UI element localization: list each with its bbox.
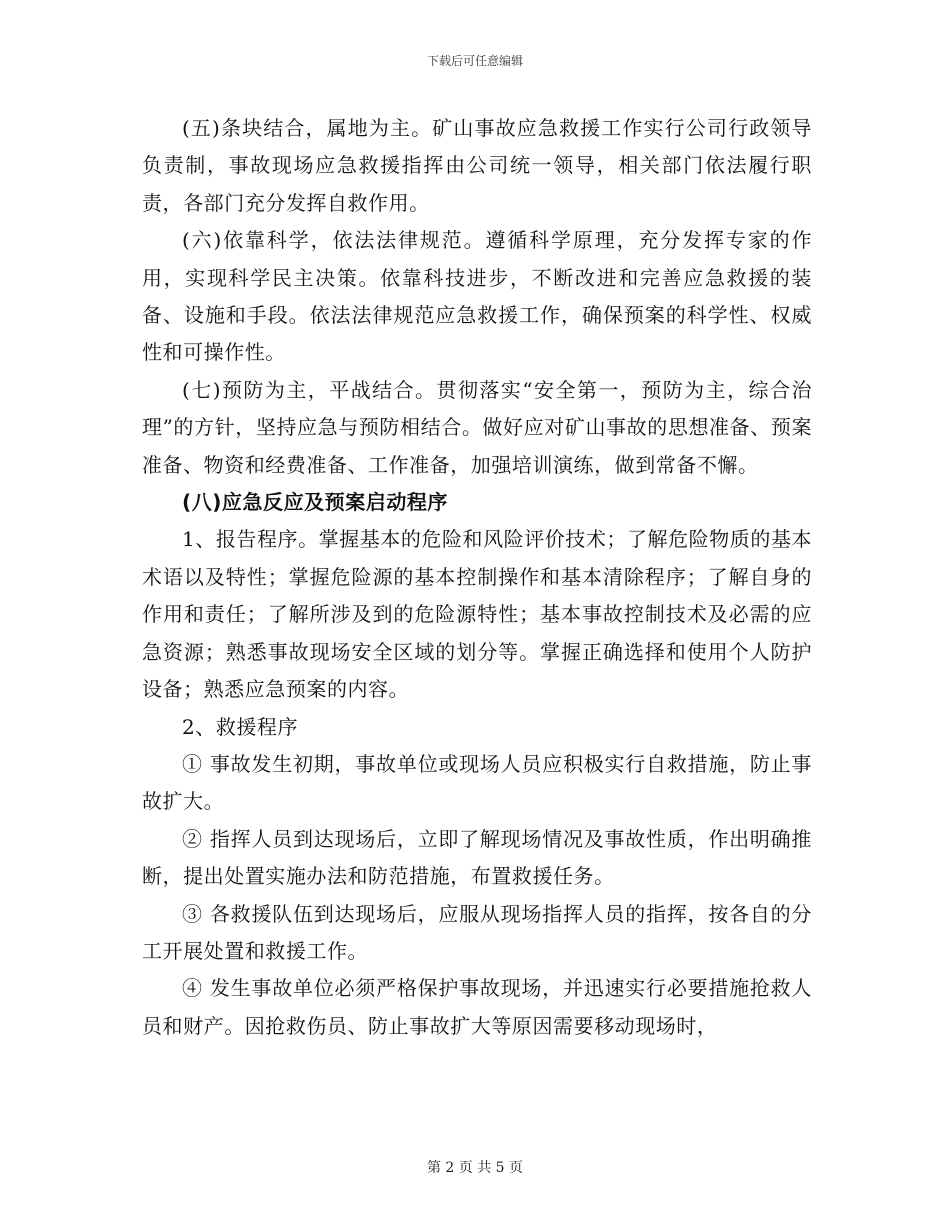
document-body	[142, 110, 812, 1045]
paragraph-principle-5: (五)条块结合，属地为主。矿山事故应急救援工作实行公司行政领导负责制，事故现场应急救援指挥由公司统一领导，相关部门依法履行职责，各部门充分发挥自救作用。	[142, 116, 812, 215]
paragraph-rescue-step-3: ③ 各救援队伍到达现场后，应服从现场指挥人员的指挥，按各自的分工开展处置和救援工作。	[142, 901, 812, 963]
section-heading-8: (八)应急反应及预案启动程序	[182, 490, 448, 515]
paragraph-principle-6: (六)依靠科学，依法法律规范。遵循科学原理，充分发挥专家的作用，实现科学民主决策。依靠科技进步，不断改进和完善应急救援的装备、设施和手段。依法法律规范应急救援工作，确保预案的科学性、权威性和可操作性。	[142, 228, 812, 365]
paragraph-rescue-step-4: ④ 发生事故单位必须严格保护事故现场，并迅速实行必要措施抢救人员和财产。因抢救伤员、防止事故扩大等原因需要移动现场时，	[142, 976, 812, 1038]
paragraph-report-procedure: 1、报告程序。掌握基本的危险和风险评价技术；了解危险物质的基本术语以及特性；掌握危险源的基本控制操作和基本清除程序；了解自身的作用和责任；了解所涉及到的危险源特性；基本事故控制技术及必需的应急资源；熟悉事故现场安全区域的划分等。掌握正确选择和使用个人防护设备；熟悉应急预案的内容。	[142, 527, 812, 702]
paragraph-rescue-step-2: ② 指挥人员到达现场后，立即了解现场情况及事故性质，作出明确推断，提出处置实施办法和防范措施，布置救援任务。	[142, 826, 812, 889]
paragraph-rescue-step-1: ① 事故发生初期，事故单位或现场人员应积极实行自救措施，防止事故扩大。	[142, 751, 812, 814]
page-number-footer: 第 2 页 共 5 页	[426, 1160, 524, 1176]
paragraph-principle-7: (七)预防为主，平战结合。贯彻落实“安全第一，预防为主，综合治理”的方针，坚持应急与预防相结合。做好应对矿山事故的思想准备、预案准备、物资和经费准备、工作准备，加强培训演练，做到常备不懈。	[142, 377, 812, 477]
paragraph-rescue-procedure-title: 2、救援程序	[182, 714, 299, 739]
page-header: 下载后可任意编辑	[426, 54, 523, 68]
